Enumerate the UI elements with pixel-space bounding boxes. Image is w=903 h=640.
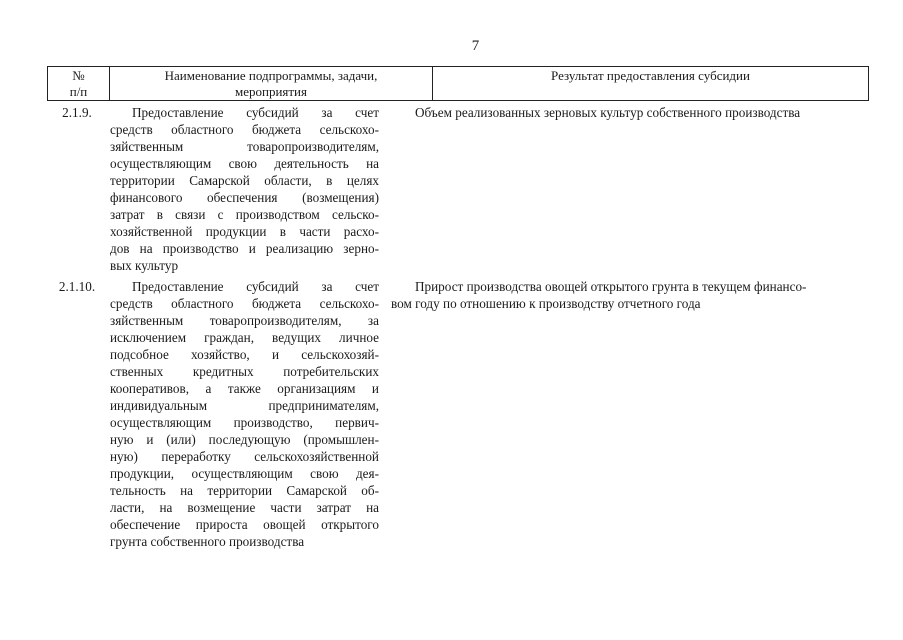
- text-line: средств областного бюджета сельскохо-: [110, 122, 379, 137]
- text-line: подсобное хозяйство, и сельскохозяй-: [110, 347, 379, 362]
- text-line: тельность на территории Самарской об-: [110, 483, 379, 498]
- header-name-line2: мероприятия: [234, 84, 307, 99]
- text-line: индивидуальным предпринимателям,: [110, 398, 379, 413]
- row-result-text: [391, 278, 865, 312]
- text-line: ственных кредитных потребительских: [110, 364, 379, 379]
- header-result-label: Результат предоставления субсидии: [551, 68, 750, 83]
- row-name-text: [110, 278, 379, 550]
- text-line: территории Самарской области, в целях: [110, 173, 379, 188]
- text-line: хозяйственной продукции в части расхо-: [110, 224, 379, 239]
- text-line: продукции, осуществляющим свою дея-: [110, 466, 379, 481]
- text-line: ную и (или) последующую (промышлен-: [110, 432, 379, 447]
- row-number: 2.1.9.: [62, 105, 92, 120]
- text-line: затрат в связи с производством сельско-: [110, 207, 379, 222]
- header-name-line1: Наименование подпрограммы, задачи,: [164, 68, 378, 83]
- header-number-line1: №: [72, 68, 85, 83]
- text-line: осуществляющим производство, первич-: [110, 415, 379, 430]
- text-line: ную) переработку сельскохозяйственной: [110, 449, 379, 464]
- text-line: вом году по отношению к производству отчетного года: [391, 296, 701, 311]
- text-line: осуществляющим свою деятельность на: [110, 156, 379, 171]
- text-line: Предоставление субсидий за счет: [132, 105, 379, 120]
- text-line: вых культур: [110, 258, 179, 273]
- text-line: кооперативов, а также организациям и: [110, 381, 379, 396]
- text-line: исключением граждан, ведущих личное: [110, 330, 379, 345]
- row-result-text: [391, 104, 865, 121]
- header-number-cell: [48, 67, 110, 100]
- text-line: зяйственным товаропроизводителям, за: [110, 313, 379, 328]
- header-name-cell: [110, 67, 433, 100]
- page-number: 7: [471, 38, 480, 54]
- text-line: грунта собственного производства: [110, 534, 305, 549]
- text-line: зяйственным товаропроизводителям,: [110, 139, 379, 154]
- row-name-text: [110, 104, 379, 274]
- header-result-cell: [433, 67, 868, 100]
- text-line: средств областного бюджета сельскохо-: [110, 296, 379, 311]
- text-line: обеспечение прироста овощей открытого: [110, 517, 379, 532]
- header-number-line2: п/п: [69, 84, 88, 99]
- text-line: Прирост производства овощей открытого грунта в текущем финансо-: [415, 279, 807, 294]
- table-header: [47, 66, 869, 101]
- text-line: Предоставление субсидий за счет: [132, 279, 379, 294]
- text-line: ласти, на возмещение части затрат на: [110, 500, 379, 515]
- row-number: 2.1.10.: [58, 279, 96, 294]
- text-line: финансового обеспечения (возмещения): [110, 190, 379, 205]
- text-line: дов на производство и реализацию зерно-: [110, 241, 379, 256]
- text-line: Объем реализованных зерновых культур собственного производства: [415, 105, 801, 120]
